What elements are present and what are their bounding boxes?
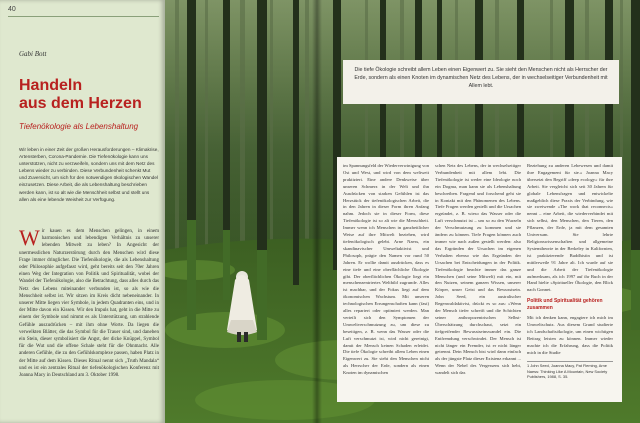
column-3-text: Beziehung zu anderen Lebewesen und damit ihre Engagement für sie.« Joanna Macy übersetzt den Begriff »deep ecology« für ihre Arbeit. Sie vergleicht sich seit 30 Jahren für globale Lebensfragen und entwickelte maßgeblich diese Praxis der Verbindung, wie sie zweiwende »The work that reconnects« nennt – eine Arbeit, die wiederverbindet mit sich selbst, den Menschen, den Tieren, den Pflanzen, der Erde, ja mit dem gesamten Universum. Sie lehrte Religionswissenschaften und allgemeine Systemtheorie in der Berkeley in Kalifornien, ist praktizierende Buddhistin und ist mittlerweile 91 Jahre alt. Ich wurde auf sie und die Arbeit der Tiefenökologie aufmerksam, als ich 1997 auf ihr Buch in der Hand hielte »Spiritueller Ökologie, den Blick nach Gonnet. [527, 163, 613, 293]
column-3-text-continued: Mit ich denken kann, engagiere ich mich im Umweltschutz. Aus diesem Grund studierte ich Landschaftsökologie, um einen wichtigen Beitrag leisten zu können. Immer wieder machte ich die Erfahrung, dass die Politik mich in die Studie [527, 315, 613, 355]
left-page [0, 0, 165, 423]
top-rule [8, 16, 159, 17]
page-gutter [312, 0, 322, 423]
section-heading: Politik und Spiritualität gehören zusammen [527, 298, 603, 312]
lead-paragraph: Wir leben in einer Zeit der großen Herausforderungen – Klimakrise, Artensterben, Corona-Pandemie. Die Tiefenökologie kann uns unterstützen, nicht zu verzweifeln, sondern uns mit dem Netz des Lebens wieder zu verbinden. Diese Verbundenheit schenkt Mut und Zuversicht, um sich für den notwendigen ökologischen Wandel einzusetzen. Diese Arbeit, die als Lebenshaltung beschrieben werden kann, ist so alt wie die Menschheit selbst und stellt uns allen als eine lebende Weisheit zur Verfügung. [19, 147, 159, 202]
article-title [19, 77, 159, 113]
pull-quote: Die tiefe Ökologie schreibt allem Leben einen Eigenwert zu. Sie sieht den Menschen nicht als Herrscher der Erde, sondern als einen Knoten im dynamischen Netz des Lebens, der in wechselseitiger Verbundenheit mit Allem lebt. [343, 60, 619, 104]
article-text-block [337, 157, 622, 402]
author-name: Gabi Bott [19, 50, 47, 58]
page-number: 40 [8, 6, 16, 13]
article-subtitle: Tiefenökologie als Lebenshaltung [19, 122, 139, 131]
body-left-text: ir kauen es dem Menschen gelingen, in einem harmonischen und lebendigen Verhältnis zu unserer lebenden Mitwelt zu leben? In Angesicht der unermesslichen Naturzerstörung durch den Menschen wird diese Frage immer dringlicher. Die Tiefenökologie, die als Lebenshaltung oder Philosophie aufgefasst wird, geht bereits seit den 70er Jahren einen Weg der Integration von Politik und Spiritualität, wobei der Wandel der Tiefenökologie, also die Betrachtung, dass alles durch das Netz des Lebens miteinander verbunden ist, so als wie die Menschheit selbst ist. Wir sitzen im Kreis dicht nebeneinander. In unserer Mitte liegen vier Symbole, in jedem Quadranten eins, und in der Mitte davon ein Kissen. Wir den Impuls hat, geht in die Mitte zu einem der Symbole und nimmt es als Unterstützung, um strahlende Gefühle auszudrücken – mit ihm ohne Worte. Da liegen die verwelkten Blätter, die das Symbol für die Trauer sind, und daneben ein Stein, dieser symbolisiert die Angst, der dicke Knüppel, Symbol für die Wut und die offene Schale steht für die Ohnmacht. Alle anderen Gefühle, die zu den Gefühlskomplexe passen, haben Platz in der Mitte auf dem Kissen. Dieses Ritual nennt sich „Truth Mandala“ und es ist ein zentrales Ritual der tiefenökologischen Konferenz mit Joanna Macy in Deutschland am 3. Oktober 1998. [19, 229, 159, 379]
text-column-3 [527, 163, 613, 380]
drop-cap: W [19, 225, 40, 250]
text-column-1: im Spannungsfeld der Wiederverwinigung von Ost und West, und wird von dem weltweit praktiziert. Eine andere Denkweise über unseren Schmerz in der Welt und ihn Ausdrücken von starken Gefühlen ist das Herzstück der tiefenökologischen Arbeit, die in den Jahren in dieser Form ihren Anfang nahm. Jedoch sie in dieser Form, diese Tiefenökologie ist so alt wie die Menschheit. Immer wenn ich Menschen in ganzheitlicher Weise auf ihre Mitwelt beziehen, wird tiefenökologisch gelebt. Arne Naess, ein skandinavischer Umweltaktivist und Philosoph, prägte den Namen vor rund 50 Jahren. Er wollte damit ausdrücken, dass es eine tiefe und eine oberflächliche Ökologie gibt. Der oberflächlichen Ökologie liegt ein menschenzentriertes Weltbild zugrunde. Alles ist machbar, und der Fokus liegt auf dem ökonomischen Wachstum. Mit unseren technologischen Errungenschaften kann (fast) alles repariert oder optimiert werden. Man verteilt sich den Symptomen der Umweltverschmutzung zu, um diese zu beseitigen, z. B. wenn das Wasser oder die Luft verschmutzt ist, wird nicht gereinigt, damit der Mensch keinen Schaden erleidet. Die tiefe Ökologie schreibt allem Leben einen Eigenwert zu. Sie sieht den Menschen nicht als Herrscher der Erde, sondern als einen Knoten im dynamischen [343, 163, 429, 376]
text-column-2: schen Netz des Lebens, der in wechselseitiger Verbundenheit mit allem lebt. Die Tiefenökologie ist weder eine Ideologie noch ein Dogma, man kann sie als Lebenshaltung beschreiben. Fragend und forschend geht sie in Kontakt mit den Phänomenen des Lebens. Tiefe Fragen werden gestellt und die Ursachen ergründet, z. B. wieso das Wasser oder die Luft verschmutzt ist – um so zu den Wurzeln der Verschmutzung zu kommen und sie ändern zu können. Tiefe Fragen können auch immer wie nach außen gestellt werden: also das Ergründen der Ursachen im eigenen Verhalten ebenso wie das Ergründen der Ursachen bei Entscheidungen in der Politik. Tiefenökologie beachte immer das ganze Menschen (und seine Mitwelt) mit ein, mit den Nutzen, seinem ganzen Wissen, unserer Körper, unser Geist und das Bewusstsein. John Seed, ein australischer Regenwaldaktivist, drückt es so aus: »Wenn der Mensch tiefer schreift und die Schichten seiner anthropozentrischen Selbst-Überschätzung durchschaut, setzt ein tiefgreifender Bewusstseinswandel ein. Die Entfremdung verschwindet. Der Mensch ist nicht länger ein Fremder, ist er nicht länger getrennt. Dein Mensch bist wird dann einfach als der jüngste Platz dieser Existenz erkannt ... Wenn der Nebel des Vergessens sich hebt, wandelt sich das [435, 163, 521, 376]
title-line-1: Handeln [19, 77, 83, 94]
footnote: 1 John Seed, Joanna Macy, Pat Fleming, Arne Naess: Thinking Like A Mountain, New Society Publishers, 1988, S. 35. [527, 363, 608, 380]
footnote-rule [527, 361, 613, 362]
title-line-2: aus dem Herzen [19, 95, 142, 112]
body-text-left [19, 225, 159, 379]
